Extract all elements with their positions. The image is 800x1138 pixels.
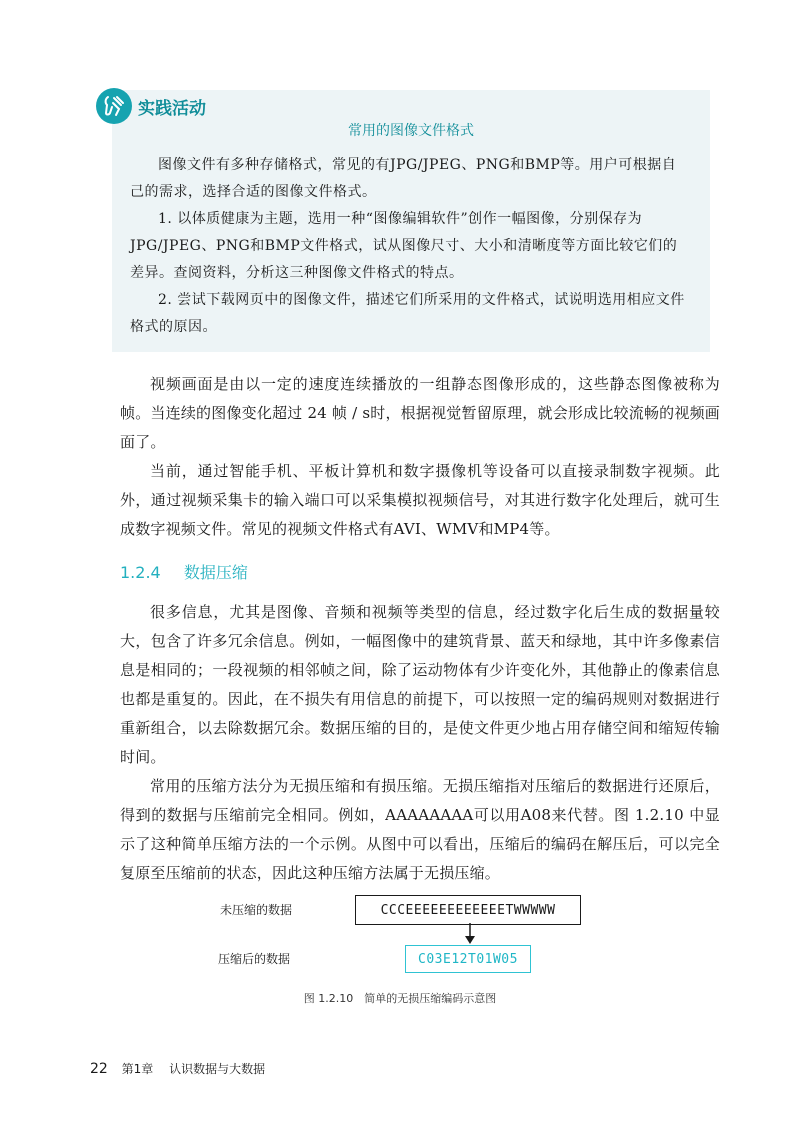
hand-tool-icon	[96, 88, 132, 124]
chapter-title: 认识数据与大数据	[169, 1062, 266, 1076]
body-paragraph: 视频画面是由以一定的速度连续播放的一组静态图像形成的，这些静态图像被称为帧。当连续的图像变化超过 24 帧 / s时，根据视觉暂留原理，就会形成比较流畅的视频画面了。	[120, 375, 720, 451]
activity-paragraph: 1. 以体质健康为主题，选用一种“图像编辑软件”创作一幅图像，分别保存为JPG/JPEG、PNG和BMP文件格式，试从图像尺寸、大小和清晰度等方面比较它们的差异。查阅资料，分析这三种图像文件格式的特点。	[130, 211, 678, 281]
activity-title: 常用的图像文件格式	[348, 123, 474, 139]
original-data-label: 未压缩的数据	[220, 903, 293, 917]
body-paragraph: 很多信息，尤其是图像、音频和视频等类型的信息，经过数字化后生成的数据量较大，包含了许多冗余信息。例如，一幅图像中的建筑背景、蓝天和绿地，其中许多像素信息是相同的；一段视频的相邻帧之间，除了运动物体有少许变化外，其他静止的像素信息也都是重复的。因此，在不损失有用信息的前提下，可以按照一定的编码规则对数据进行重新组合，以去除数据冗余。数据压缩的目的，是使文件更少地占用存储空间和缩短传输时间。	[120, 603, 720, 766]
page-footer	[90, 1060, 265, 1077]
section-number: 1.2.4	[120, 563, 161, 582]
compressed-data-label: 压缩后的数据	[218, 952, 291, 966]
activity-paragraph: 2. 尝试下载网页中的图像文件，描述它们所采用的文件格式，试说明选用相应文件格式的原因。	[130, 292, 685, 335]
chapter-number: 第1章	[121, 1062, 154, 1076]
original-data-box: CCCEEEEEEEEEEEETWWWWW	[355, 895, 581, 925]
activity-header	[96, 88, 206, 124]
body-paragraph: 当前，通过智能手机、平板计算机和数字摄像机等设备可以直接录制数字视频。此外，通过视频采集卡的输入端口可以采集模拟视频信号，对其进行数字化处理后，就可生成数字视频文件。常见的视频文件格式有AVI、WMV和MP4等。	[120, 462, 720, 538]
activity-label: 实践活动	[138, 98, 206, 119]
compression-text	[120, 598, 720, 888]
activity-text	[130, 152, 690, 341]
arrow-down-icon	[462, 923, 478, 945]
page-number: 22	[90, 1061, 108, 1077]
section-title: 数据压缩	[183, 563, 248, 582]
compressed-data-box: C03E12T01W05	[405, 945, 531, 973]
figure-caption: 图 1.2.10 简单的无损压缩编码示意图	[303, 992, 497, 1005]
body-paragraph: 常用的压缩方法分为无损压缩和有损压缩。无损压缩指对压缩后的数据进行还原后，得到的数据与压缩前完全相同。例如，AAAAAAAA可以用A08来代替。图 1.2.10 中显示了这种简单压缩方法的一个示例。从图中可以看出，压缩后的编码在解压后，可以完全复原至压缩前的状态，因此这种压缩方法属于无损压缩。	[120, 777, 720, 882]
video-text	[120, 370, 720, 544]
activity-paragraph: 图像文件有多种存储格式，常见的有JPG/JPEG、PNG和BMP等。用户可根据自己的需求，选择合适的图像文件格式。	[130, 157, 677, 200]
section-heading	[120, 560, 248, 583]
